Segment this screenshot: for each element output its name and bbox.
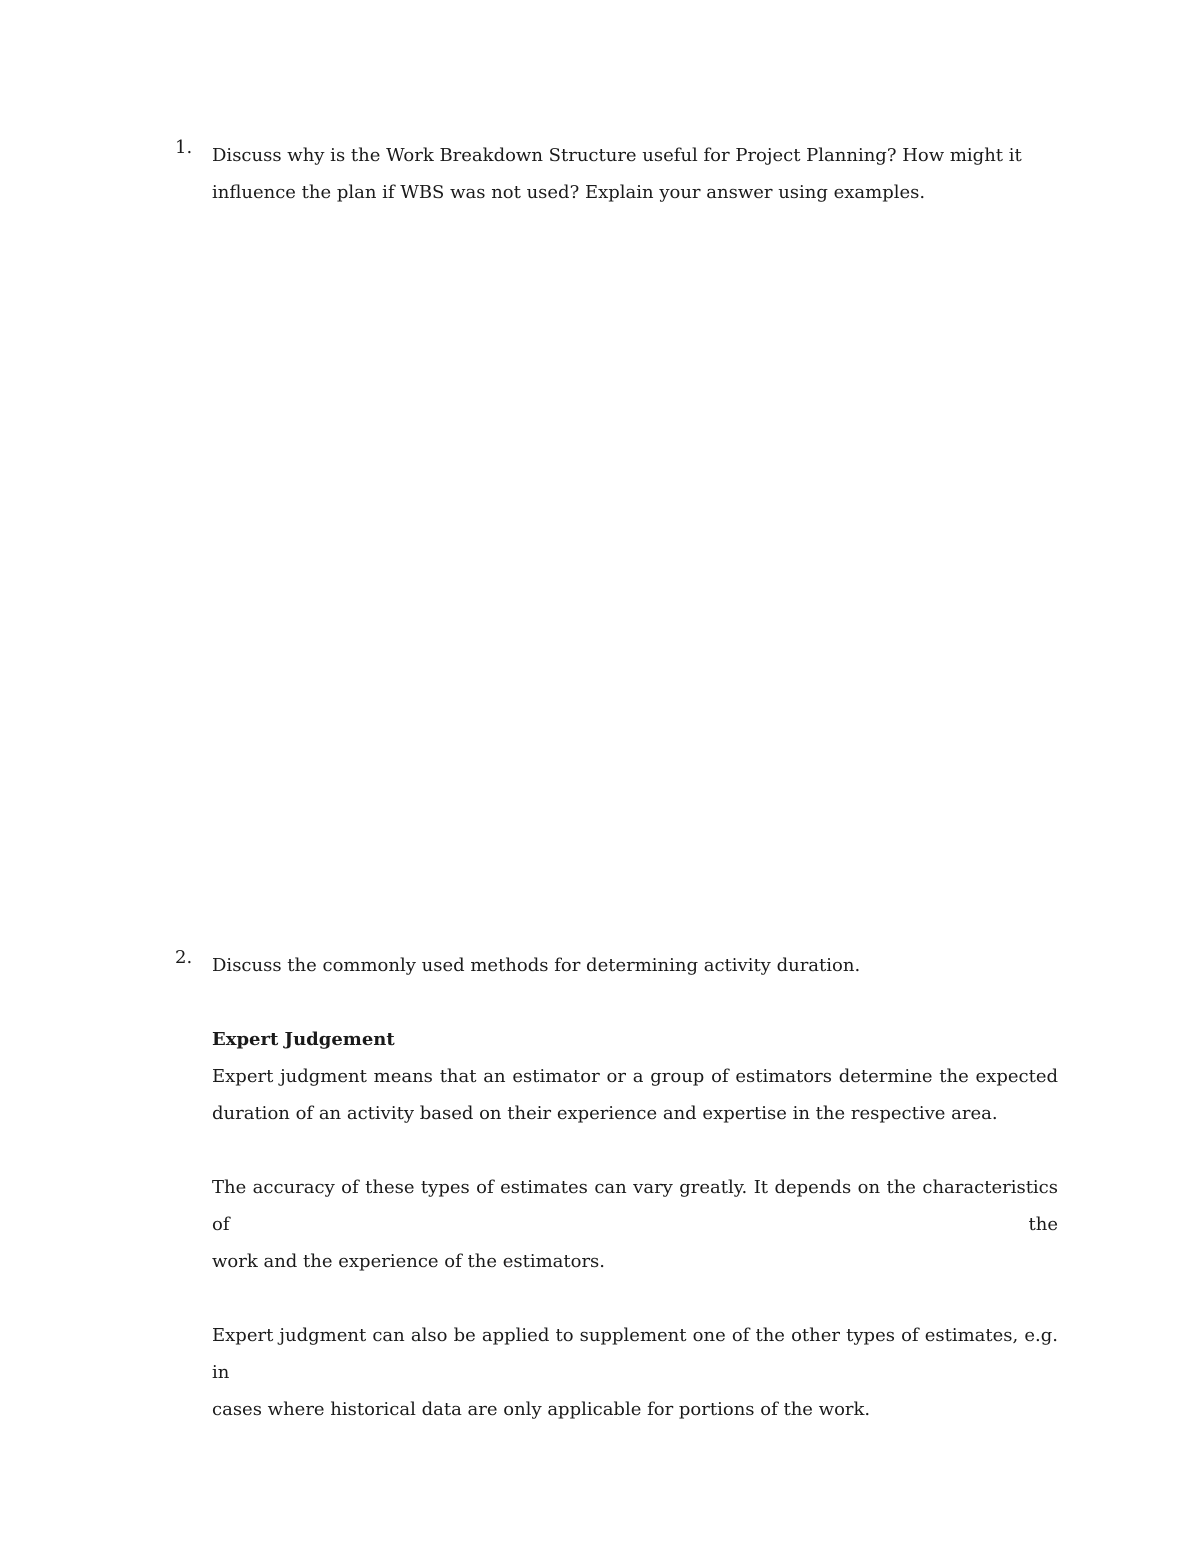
question-line: influence the plan if WBS was not used? Explain your answer using examples. [212,182,926,203]
paragraph-3 [212,1317,1058,1428]
question-number: 2. [175,947,193,968]
paragraph-line: The accuracy of these types of estimates can vary greatly. It depends on the characteristics of the [212,1177,1058,1235]
paragraph-1 [212,1058,1058,1132]
question-number: 1. [175,137,193,158]
question-1 [175,137,1060,211]
question-text [212,137,1060,211]
question-line: Discuss why is the Work Breakdown Structure useful for Project Planning? How might it [212,145,1022,166]
section-heading: Expert Judgement [212,1029,395,1050]
paragraph-line: cases where historical data are only applicable for portions of the work. [212,1399,871,1420]
question-2 [175,947,1060,984]
answer-section [212,1021,1058,1428]
paragraph-line: Expert judgment means that an estimator or a group of estimators determine the expected [212,1066,1058,1087]
paragraph-line: Expert judgment can also be applied to supplement one of the other types of estimates, e.g. in [212,1325,1058,1383]
paragraph-2 [212,1169,1058,1280]
question-text [212,947,1060,984]
paragraph-line: duration of an activity based on their experience and expertise in the respective area. [212,1103,998,1124]
paragraph-line: work and the experience of the estimators. [212,1251,606,1272]
question-line: Discuss the commonly used methods for determining activity duration. [212,955,861,976]
